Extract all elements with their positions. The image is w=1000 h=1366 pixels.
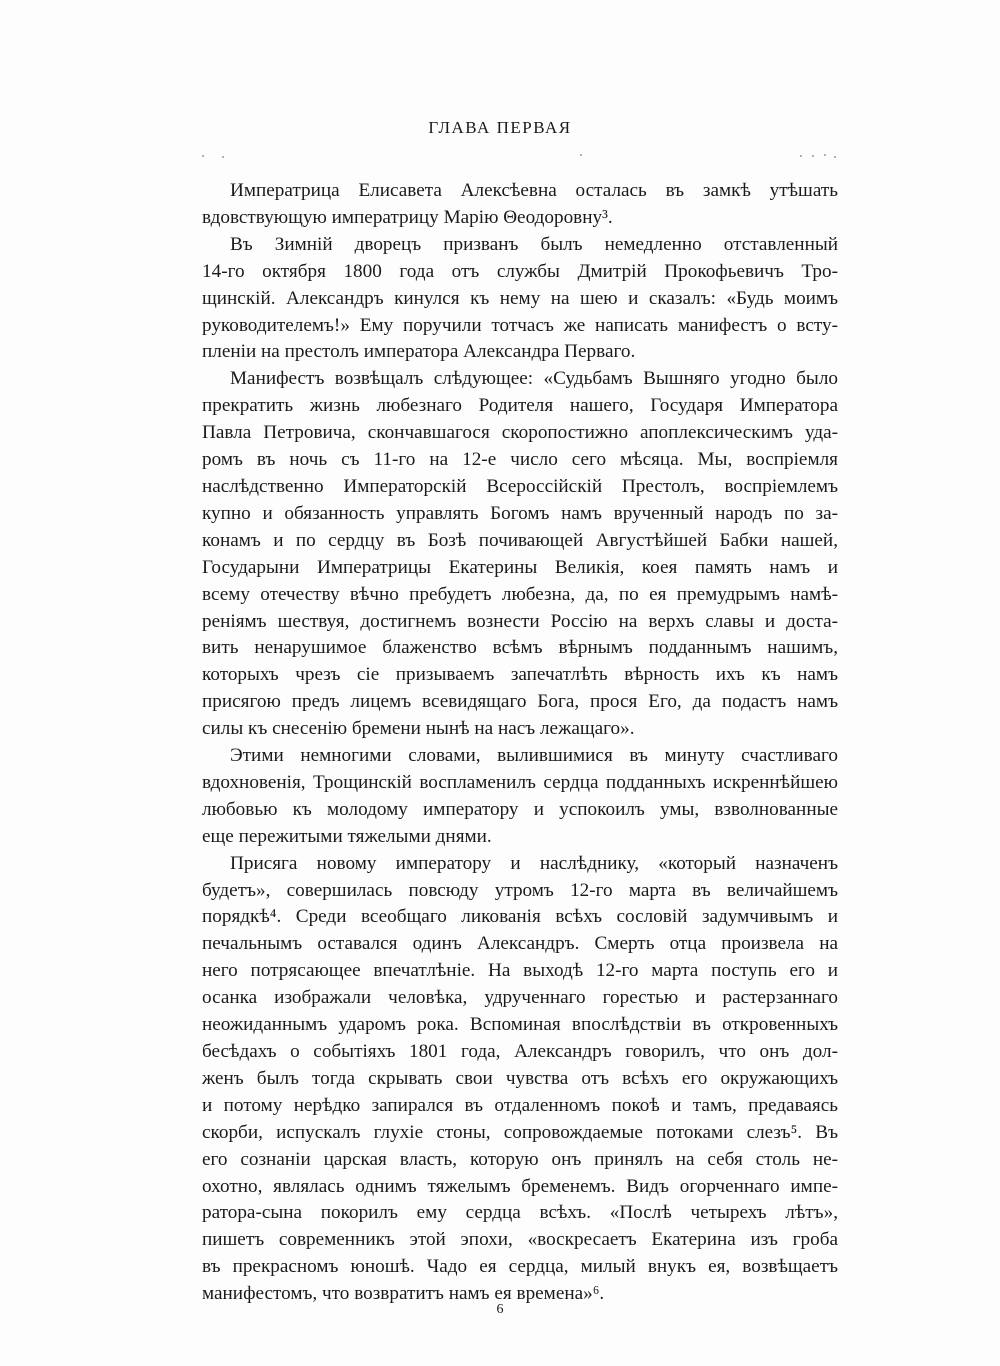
text-line: Въ Зимній дворецъ призванъ былъ немедленно отставленный	[230, 233, 838, 255]
text-line: присягою предъ лицемъ всевидящаго Бога, прося Его, да подастъ намъ	[202, 691, 838, 713]
page-number: 6	[496, 1302, 504, 1317]
text-line: и потому нерѣдко запирался въ отдаленномъ покоѣ и тамъ, предаваясь	[202, 1094, 838, 1116]
text-line: Манифестъ возвѣщалъ слѣдующее: «Судьбамъ Вышняго угодно было	[230, 368, 838, 390]
text-line: реніямъ шествуя, достигнемъ вознести Россію на верхъ славы и доста-	[202, 610, 838, 632]
text-line: силы къ снесенію бремени нынѣ на насъ лежащаго».	[202, 718, 635, 740]
text-line: въ прекрасномъ юношѣ. Чадо ея сердца, милый внукъ ея, возвѣщаетъ	[202, 1256, 838, 1278]
text-line: щинскій. Александръ кинулся къ нему на шею и сказалъ: «Будь моимъ	[202, 287, 838, 309]
text-line: конамъ и по сердцу въ Бозѣ почивающей Августѣйшей Бабки нашей,	[202, 529, 838, 551]
text-line: Присяга новому императору и наслѣднику, «который назначенъ	[230, 852, 838, 874]
text-line: ромъ въ ночь съ 11-го на 12-е число сего мѣсяца. Мы, воспріемля	[202, 449, 838, 471]
text-line: будетъ», совершилась повсюду утромъ 12-го марта въ величайшемъ	[202, 879, 838, 901]
text-line: пленіи на престолъ императора Александра Перваго.	[202, 341, 636, 363]
text-line: женъ былъ тогда скрывать свои чувства отъ всѣхъ его окружающихъ	[202, 1067, 838, 1089]
text-line: осанка изображали человѣка, удрученнаго горестью и растерзаннаго	[202, 987, 838, 1009]
decorative-dots	[200, 152, 840, 160]
body-text	[202, 178, 838, 1308]
text-line: порядкѣ⁴. Среди всеобщаго ликованія всѣхъ сословій задумчивымъ и	[202, 906, 838, 928]
text-line: охотно, являлась однимъ тяжелымъ бременемъ. Видъ огорченнаго импе-	[202, 1175, 838, 1197]
text-line: пишетъ современникъ этой эпохи, «воскресаетъ Екатерина изъ гроба	[202, 1229, 838, 1251]
text-line: бесѣдахъ о событіяхъ 1801 года, Александръ говорилъ, что онъ дол-	[202, 1041, 838, 1062]
text-line: всему отечеству вѣчно пребудетъ любезна, да, по ея премудрымъ намѣ-	[202, 583, 838, 605]
text-line: наслѣдственно Императорскій Всероссійскій Престолъ, воспріемлемъ	[202, 475, 838, 497]
text-line: Императрица Елисавета Алексѣевна осталась въ замкѣ утѣшать	[230, 180, 838, 201]
text-line: вить ненарушимое блаженство всѣмъ вѣрнымъ подданнымъ нашимъ,	[202, 637, 838, 659]
paragraph	[202, 743, 838, 851]
text-line: ратора-сына покорилъ ему сердца всѣхъ. «Послѣ четырехъ лѣтъ»,	[202, 1202, 838, 1224]
text-line: еще пережитыми тяжелыми днями.	[202, 825, 492, 847]
paragraph	[202, 232, 838, 367]
text-line: вдохновенія, Трощинскій воспламенилъ сердца подданныхъ искреннѣйшею	[202, 771, 838, 793]
text-line: купно и обязанность управлять Богомъ намъ врученный народъ по за-	[202, 502, 838, 524]
text-line: которыхъ чрезъ сіе призываемъ запечатлѣть вѣрность ихъ къ намъ	[202, 664, 838, 686]
text-line: Государыни Императрицы Екатерины Великія, коея память намъ и	[202, 556, 838, 578]
text-line: неожиданнымъ ударомъ рока. Вспоминая впослѣдствіи въ откровенныхъ	[202, 1014, 838, 1036]
text-line: Этими немногими словами, вылившимися въ минуту счастливаго	[230, 745, 838, 767]
text-line: скорби, испускалъ глухіе стоны, сопровождаемые потоками слезъ⁵. Въ	[202, 1121, 838, 1143]
text-line: печальнымъ оставался одинъ Александръ. Смерть отца произвела на	[202, 933, 838, 955]
text-line: любовью къ молодому императору и успокоилъ умы, взволнованные	[202, 798, 838, 820]
text-line: руководителемъ!» Ему поручили тотчасъ же написать манифестъ о всту-	[202, 314, 838, 336]
text-line: прекратить жизнь любезнаго Родителя нашего, Государя Императора	[202, 395, 838, 417]
text-line: 14-го октября 1800 года отъ службы Дмитрій Прокофьевичъ Тро-	[202, 260, 838, 282]
paragraph	[202, 851, 838, 1308]
text-line: манифестомъ, что возвратитъ намъ ея времена»⁶.	[202, 1283, 605, 1305]
chapter-title: ГЛАВА ПЕРВАЯ	[428, 118, 572, 137]
text-line: Павла Петровича, скончавшагося скоропостижно апоплексическимъ уда-	[202, 422, 838, 444]
paragraph	[202, 178, 838, 232]
text-line: его сознаніи царская власть, которую онъ принялъ на себя столь не-	[202, 1148, 838, 1170]
paragraph	[202, 366, 838, 743]
text-line: него потрясающее впечатлѣніе. На выходѣ 12-го марта поступь его и	[202, 960, 838, 982]
text-line: вдовствующую императрицу Марію Θеодоровну³.	[202, 206, 613, 228]
